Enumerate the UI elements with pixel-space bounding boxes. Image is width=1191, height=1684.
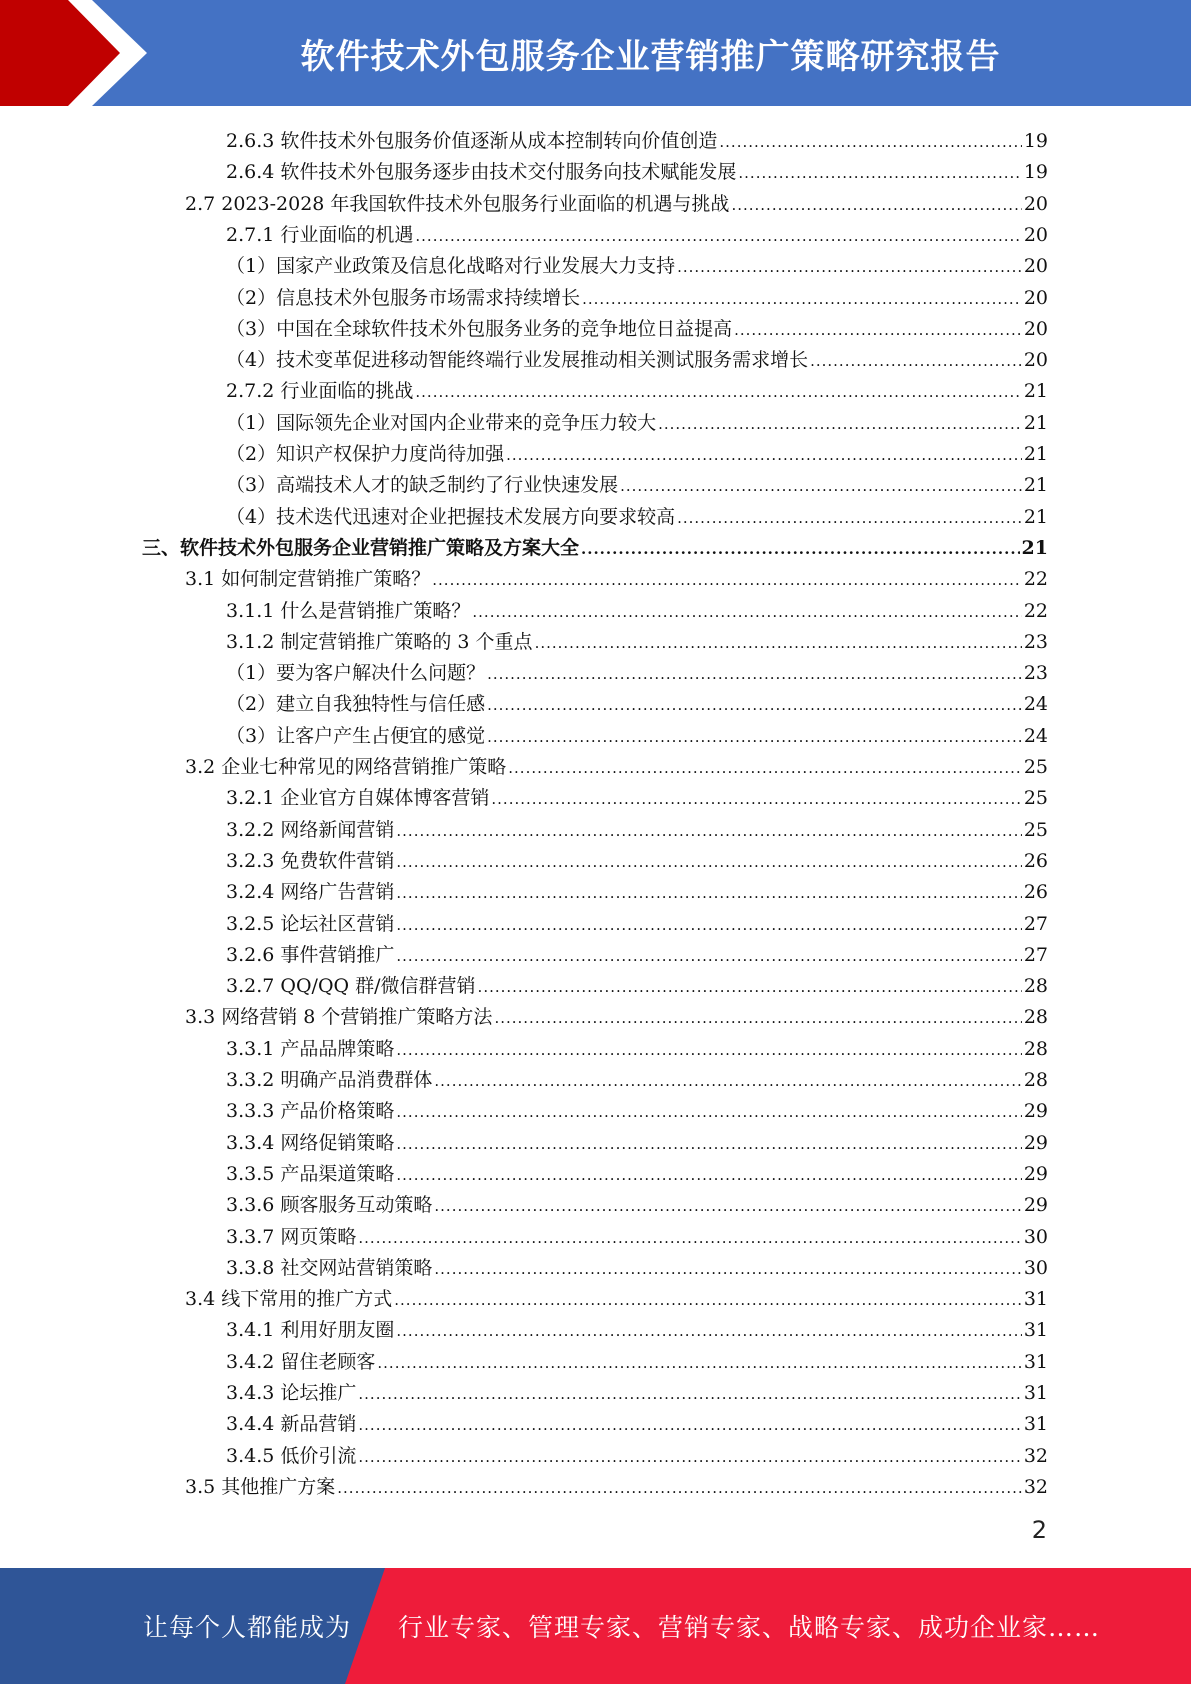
footer-slogan-right: 行业专家、管理专家、营销专家、战略专家、成功企业家…… — [398, 1613, 1101, 1642]
toc-entry-page: 21 — [1023, 443, 1048, 465]
toc-entry-page: 27 — [1023, 912, 1048, 935]
toc-entry[interactable] — [226, 940, 1048, 971]
toc-dot-leader — [377, 1348, 1021, 1379]
toc-entry-title: 3.2.2 网络新闻营销 — [226, 818, 395, 841]
toc-dot-leader — [358, 1379, 1021, 1410]
toc-entry-title: 3.2.5 论坛社区营销 — [226, 912, 395, 935]
toc-entry-page: 32 — [1023, 1475, 1048, 1498]
toc-entry-page: 28 — [1023, 1069, 1048, 1091]
toc-entry[interactable] — [226, 877, 1048, 908]
toc-entry-page: 21 — [1021, 536, 1048, 559]
toc-entry-page: 24 — [1023, 724, 1048, 747]
toc-dot-leader — [396, 847, 1021, 878]
toc-entry[interactable] — [185, 564, 1048, 595]
toc-entry-title: （2）信息技术外包服务市场需求持续增长 — [226, 286, 581, 309]
toc-dot-leader — [396, 1035, 1021, 1066]
toc-dot-leader — [508, 753, 1022, 784]
toc-dot-leader — [396, 910, 1021, 941]
toc-dot-leader — [478, 972, 1022, 1003]
toc-dot-leader — [434, 1066, 1021, 1097]
toc-entry[interactable] — [226, 909, 1048, 940]
toc-entry-page: 21 — [1023, 474, 1048, 497]
toc-entry-page: 29 — [1023, 1194, 1048, 1217]
toc-entry[interactable] — [226, 345, 1048, 376]
toc-entry-title: 3.3.2 明确产品消费群体 — [226, 1069, 433, 1091]
toc-dot-leader — [358, 1442, 1021, 1473]
toc-dot-leader — [358, 1410, 1021, 1441]
toc-entry[interactable] — [226, 1347, 1048, 1378]
toc-entry-title: （1）国际领先企业对国内企业带来的竞争压力较大 — [226, 411, 657, 434]
toc-entry-page: 21 — [1023, 505, 1048, 528]
page-number: 2 — [1031, 1516, 1047, 1544]
toc-dot-leader — [396, 1316, 1021, 1347]
toc-entry-title: 3.3.5 产品渠道策略 — [226, 1162, 395, 1185]
toc-entry-title: 3.4.2 留住老顾客 — [226, 1350, 376, 1373]
toc-entry-page: 29 — [1023, 1131, 1048, 1154]
page-header — [0, 0, 1191, 110]
toc-entry[interactable] — [226, 1096, 1048, 1127]
toc-dot-leader — [506, 440, 1022, 471]
toc-dot-leader — [337, 1473, 1022, 1504]
document-title: 软件技术外包服务企业营销推广策略研究报告 — [300, 36, 1001, 77]
toc-dot-leader — [658, 409, 1022, 440]
toc-entry-title: （4）技术迭代迅速对企业把握技术发展方向要求较高 — [226, 505, 676, 528]
toc-entry-title: 3.1 如何制定营销推广策略？ — [185, 568, 431, 591]
toc-dot-leader — [487, 722, 1022, 753]
toc-dot-leader — [434, 1191, 1021, 1222]
toc-entry-page: 31 — [1023, 1413, 1048, 1436]
toc-dot-leader — [582, 284, 1022, 315]
toc-entry-page: 25 — [1023, 818, 1048, 841]
toc-entry[interactable] — [226, 1222, 1048, 1253]
toc-dot-leader — [415, 221, 1021, 252]
toc-entry[interactable] — [226, 1065, 1048, 1096]
toc-entry-title: 3.4 线下常用的推广方式 — [185, 1288, 393, 1311]
toc-entry-page: 19 — [1023, 130, 1048, 152]
toc-entry-page: 28 — [1023, 975, 1048, 998]
toc-entry[interactable] — [226, 721, 1048, 752]
toc-entry-title: （1）要为客户解决什么问题？ — [226, 662, 486, 685]
toc-entry-title: 2.7 2023-2028 年我国软件技术外包服务行业面临的机遇与挑战 — [185, 192, 730, 215]
toc-entry-title: （3）高端技术人才的缺乏制约了行业快速发展 — [226, 474, 619, 497]
toc-dot-leader — [396, 1097, 1021, 1128]
toc-dot-leader — [677, 252, 1022, 283]
toc-entry-page: 31 — [1023, 1382, 1048, 1404]
toc-dot-leader — [494, 1003, 1021, 1034]
toc-entry[interactable] — [226, 1409, 1048, 1440]
toc-entry[interactable] — [226, 1378, 1048, 1409]
toc-entry-title: 3.2.7 QQ/QQ 群/微信群营销 — [226, 975, 476, 998]
toc-entry-page: 22 — [1023, 599, 1048, 622]
toc-entry-title: （2）建立自我独特性与信任感 — [226, 693, 486, 716]
toc-entry[interactable] — [226, 596, 1048, 627]
toc-entry[interactable] — [226, 283, 1048, 314]
toc-entry[interactable] — [226, 658, 1048, 689]
toc-entry-title: 3.1.1 什么是营销推广策略？ — [226, 599, 471, 622]
toc-entry[interactable] — [226, 846, 1048, 877]
toc-entry-page: 29 — [1023, 1162, 1048, 1185]
toc-entry[interactable] — [226, 408, 1048, 439]
toc-dot-leader — [434, 1254, 1021, 1285]
toc-dot-leader — [581, 534, 1020, 565]
toc-entry-page: 30 — [1023, 1225, 1048, 1248]
toc-entry-page: 20 — [1023, 255, 1048, 278]
toc-dot-leader — [396, 941, 1021, 972]
toc-entry-title: （1）国家产业政策及信息化战略对行业发展大力支持 — [226, 255, 676, 278]
toc-entry[interactable] — [226, 251, 1048, 282]
toc-entry-title: （3）中国在全球软件技术外包服务业务的竞争地位日益提高 — [226, 317, 733, 340]
toc-entry[interactable] — [226, 470, 1048, 501]
toc-entry[interactable] — [226, 220, 1048, 251]
toc-entry-page: 20 — [1023, 317, 1048, 340]
toc-entry-page: 29 — [1023, 1100, 1048, 1123]
toc-entry-title: 3.2.6 事件营销推广 — [226, 943, 395, 966]
toc-entry-title: 2.6.3 软件技术外包服务价值逐渐从成本控制转向价值创造 — [226, 130, 718, 152]
toc-dot-leader — [415, 377, 1021, 408]
toc-entry-title: （3）让客户产生占便宜的感觉 — [226, 724, 486, 747]
toc-dot-leader — [734, 315, 1022, 346]
toc-entry-title: 三、软件技术外包服务企业营销推广策略及方案大全 — [142, 536, 580, 559]
toc-entry-page: 30 — [1023, 1256, 1048, 1279]
toc-entry-page: 21 — [1023, 411, 1048, 434]
toc-entry[interactable] — [185, 189, 1048, 220]
toc-entry-title: 3.3.7 网页策略 — [226, 1225, 357, 1248]
toc-entry[interactable] — [185, 1472, 1048, 1503]
footer-slogan-left: 让每个人都能成为 — [143, 1613, 352, 1642]
toc-entry-title: 3.4.5 低价引流 — [226, 1444, 357, 1467]
toc-entry-title: 2.7.2 行业面临的挑战 — [226, 380, 414, 403]
toc-dot-leader — [677, 503, 1022, 534]
toc-entry-title: 3.4.1 利用好朋友圈 — [226, 1319, 395, 1342]
toc-entry[interactable] — [226, 439, 1048, 470]
toc-entry-page: 22 — [1023, 568, 1048, 591]
toc-entry-title: 3.2.4 网络广告营销 — [226, 881, 395, 904]
toc-entry[interactable] — [226, 627, 1048, 658]
page-footer — [0, 1568, 1191, 1684]
toc-entry-title: 2.6.4 软件技术外包服务逐步由技术交付服务向技术赋能发展 — [226, 161, 737, 184]
toc-entry[interactable] — [226, 314, 1048, 345]
toc-entry[interactable] — [226, 815, 1048, 846]
toc-dot-leader — [396, 816, 1021, 847]
toc-entry[interactable] — [226, 1034, 1048, 1065]
toc-entry-title: 3.3.4 网络促销策略 — [226, 1131, 395, 1154]
toc-entry[interactable] — [226, 1128, 1048, 1159]
toc-entry-page: 28 — [1023, 1006, 1048, 1029]
toc-entry-page: 20 — [1023, 286, 1048, 309]
toc-dot-leader — [487, 659, 1022, 690]
toc-entry[interactable] — [185, 752, 1048, 783]
toc-entry-page: 28 — [1023, 1037, 1048, 1060]
toc-entry[interactable] — [226, 376, 1048, 407]
toc-entry[interactable] — [226, 1315, 1048, 1346]
toc-entry-title: 3.2.1 企业官方自媒体博客营销 — [226, 787, 490, 810]
toc-dot-leader — [358, 1223, 1021, 1254]
toc-entry-page: 25 — [1023, 787, 1048, 810]
toc-dot-leader — [487, 690, 1022, 721]
toc-entry[interactable] — [226, 126, 1048, 157]
toc-entry[interactable] — [226, 1441, 1048, 1472]
toc-entry-page: 24 — [1023, 693, 1048, 716]
toc-entry-page: 23 — [1023, 662, 1048, 685]
toc-dot-leader — [738, 158, 1021, 189]
toc-entry[interactable] — [226, 502, 1048, 533]
toc-dot-leader — [810, 346, 1022, 377]
toc-entry-title: 3.2 企业七种常见的网络营销推广策略 — [185, 756, 507, 778]
toc-entry-title: 3.4.4 新品营销 — [226, 1413, 357, 1436]
toc-dot-leader — [472, 597, 1021, 628]
toc-dot-leader — [396, 878, 1021, 909]
toc-entry-page: 26 — [1023, 881, 1048, 904]
toc-entry[interactable] — [142, 533, 1048, 564]
toc-entry-page: 20 — [1023, 349, 1048, 372]
toc-entry-title: 3.5 其他推广方案 — [185, 1475, 336, 1498]
toc-entry-page: 27 — [1023, 943, 1048, 966]
toc-entry[interactable] — [226, 971, 1048, 1002]
toc-dot-leader — [396, 1160, 1021, 1191]
toc-entry[interactable] — [226, 1159, 1048, 1190]
toc-entry-title: （4）技术变革促进移动智能终端行业发展推动相关测试服务需求增长 — [226, 349, 809, 372]
toc-dot-leader — [394, 1285, 1022, 1316]
toc-dot-leader — [731, 190, 1021, 221]
toc-entry-page: 26 — [1023, 849, 1048, 872]
toc-entry-page: 31 — [1023, 1350, 1048, 1373]
toc-entry-title: （2）知识产权保护力度尚待加强 — [226, 443, 505, 465]
toc-entry[interactable] — [226, 1190, 1048, 1221]
toc-entry-page: 31 — [1023, 1288, 1048, 1311]
toc-entry-page: 23 — [1023, 630, 1048, 653]
toc-entry-page: 31 — [1023, 1319, 1048, 1342]
toc-dot-leader — [432, 565, 1022, 596]
toc-entry-title: 3.1.2 制定营销推广策略的 3 个重点 — [226, 630, 533, 653]
toc-entry[interactable] — [226, 689, 1048, 720]
toc-entry-page: 19 — [1023, 161, 1048, 184]
toc-entry-title: 2.7.1 行业面临的机遇 — [226, 223, 414, 246]
toc-entry-title: 3.4.3 论坛推广 — [226, 1382, 357, 1404]
toc-entry-title: 3.3.3 产品价格策略 — [226, 1100, 395, 1123]
toc-entry-title: 3.3.6 顾客服务互动策略 — [226, 1194, 433, 1217]
toc-dot-leader — [491, 784, 1021, 815]
toc-entry-page: 32 — [1023, 1444, 1048, 1467]
toc-entry-title: 3.3 网络营销 8 个营销推广策略方法 — [185, 1006, 493, 1029]
toc-dot-leader — [620, 471, 1022, 502]
toc-entry[interactable] — [185, 1002, 1048, 1033]
toc-entry-title: 3.2.3 免费软件营销 — [226, 849, 395, 872]
toc-entry[interactable] — [226, 1253, 1048, 1284]
toc-entry-page: 20 — [1023, 223, 1048, 246]
toc-entry[interactable] — [226, 157, 1048, 188]
toc-entry-page: 20 — [1023, 192, 1048, 215]
toc-entry[interactable] — [185, 1284, 1048, 1315]
toc-entry-title: 3.3.1 产品品牌策略 — [226, 1037, 395, 1060]
toc-dot-leader — [535, 628, 1022, 659]
toc-dot-leader — [719, 127, 1021, 158]
toc-entry-page: 21 — [1023, 380, 1048, 403]
toc-dot-leader — [396, 1129, 1021, 1160]
toc-entry-title: 3.3.8 社交网站营销策略 — [226, 1256, 433, 1279]
toc-entry-page: 25 — [1023, 756, 1048, 778]
toc-entry[interactable] — [226, 783, 1048, 814]
